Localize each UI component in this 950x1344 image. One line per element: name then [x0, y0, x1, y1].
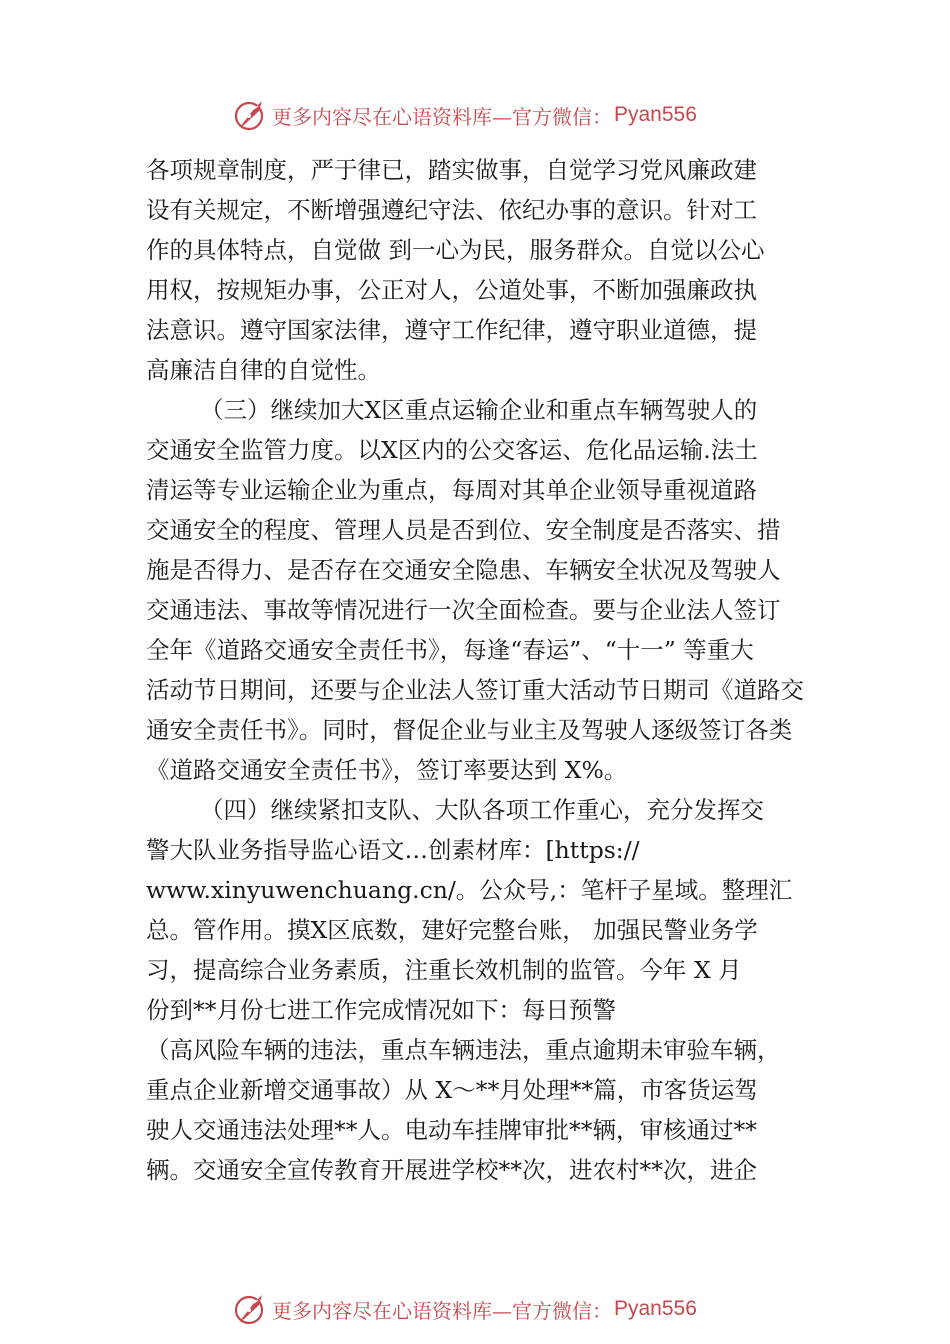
document-body [146, 150, 826, 1190]
quill-pen-logo-icon [232, 97, 268, 133]
body-line: 总。管作用。摸X区底数，建好完整台账， 加强民警业务学 [146, 916, 758, 944]
body-line: （高风险车辆的违法，重点车辆违法，重点逾期未审验车辆， [146, 1036, 781, 1064]
body-line: 施是否得力、是否存在交通安全隐患、车辆安全状况及驾驶人 [146, 556, 781, 584]
body-line: 交通违法、事故等情况进行一次全面检查。要与企业法人签订 [146, 596, 781, 624]
body-line: 交通安全的程度、管理人员是否到位、安全制度是否落实、措 [146, 516, 781, 544]
watermark-text: 更多内容尽在心语资料库—官方微信： [272, 1298, 612, 1323]
body-line: 高廉洁自律的自觉性。 [146, 356, 381, 384]
body-line: 用权，按规矩办事，公正对人，公道处事，不断加强廉政执 [146, 276, 757, 304]
body-line: 习，提高综合业务素质，注重长效机制的监管。今年 X 月 [146, 956, 742, 984]
section-heading-line: （四）继续紧扣支队、大队各项工作重心，充分发挥交 [200, 796, 764, 824]
body-line: 份到**月份七进工作完成情况如下：每日预警 [146, 996, 616, 1024]
watermark-text: 更多内容尽在心语资料库—官方微信： [272, 104, 612, 129]
body-line: 法意识。遵守国家法律，遵守工作纪律，遵守职业道德，提 [146, 316, 757, 344]
body-line: 清运等专业运输企业为重点，每周对其单企业领导重视道路 [146, 476, 757, 504]
body-line: 通安全责任书》。同时，督促企业与业主及驾驶人逐级签订各类 [146, 716, 793, 744]
footer-watermark [232, 1290, 697, 1328]
body-line: 辆。交通安全宣传教育开展进学校**次，进农村**次，进企 [146, 1156, 757, 1184]
body-line: 《道路交通安全责任书》，签订率要达到 X%。 [146, 756, 628, 784]
body-line: 全年《道路交通安全责任书》，每逢“春运”、“十一” 等重大 [146, 636, 754, 664]
body-line: 警大队业务指导监心语文…创素材库：[https:// [146, 836, 640, 864]
watermark-wechat-id: Pyan556 [614, 1297, 697, 1320]
watermark-wechat-id: Pyan556 [614, 103, 697, 126]
header-watermark [232, 96, 697, 134]
body-line: 各项规章制度，严于律已，踏实做事，自觉学习党风廉政建 [146, 156, 757, 184]
body-line: 交通安全监管力度。以X区内的公交客运、危化品运输.法土 [146, 436, 758, 464]
body-line: 重点企业新增交通事故）从 X～**月处理**篇，市客货运驾 [146, 1076, 758, 1104]
body-line: 活动节日期间，还要与企业法人签订重大活动节日期司《道路交 [146, 676, 804, 704]
section-heading-line: （三）继续加大X区重点运输企业和重点车辆驾驶人的 [200, 396, 758, 424]
body-line: 作的具体特点，自觉做 到一心为民，服务群众。自觉以公心 [146, 236, 765, 264]
body-line: 设有关规定，不断增强遵纪守法、依纪办事的意识。针对工 [146, 196, 757, 224]
quill-pen-logo-icon [232, 1291, 268, 1327]
body-line: www.xinyuwenchuang.cn/。公众号,：笔杆子星域。整理汇 [146, 876, 793, 904]
body-line: 驶人交通违法处理**人。电动车挂牌审批**辆，审核通过** [146, 1116, 757, 1144]
